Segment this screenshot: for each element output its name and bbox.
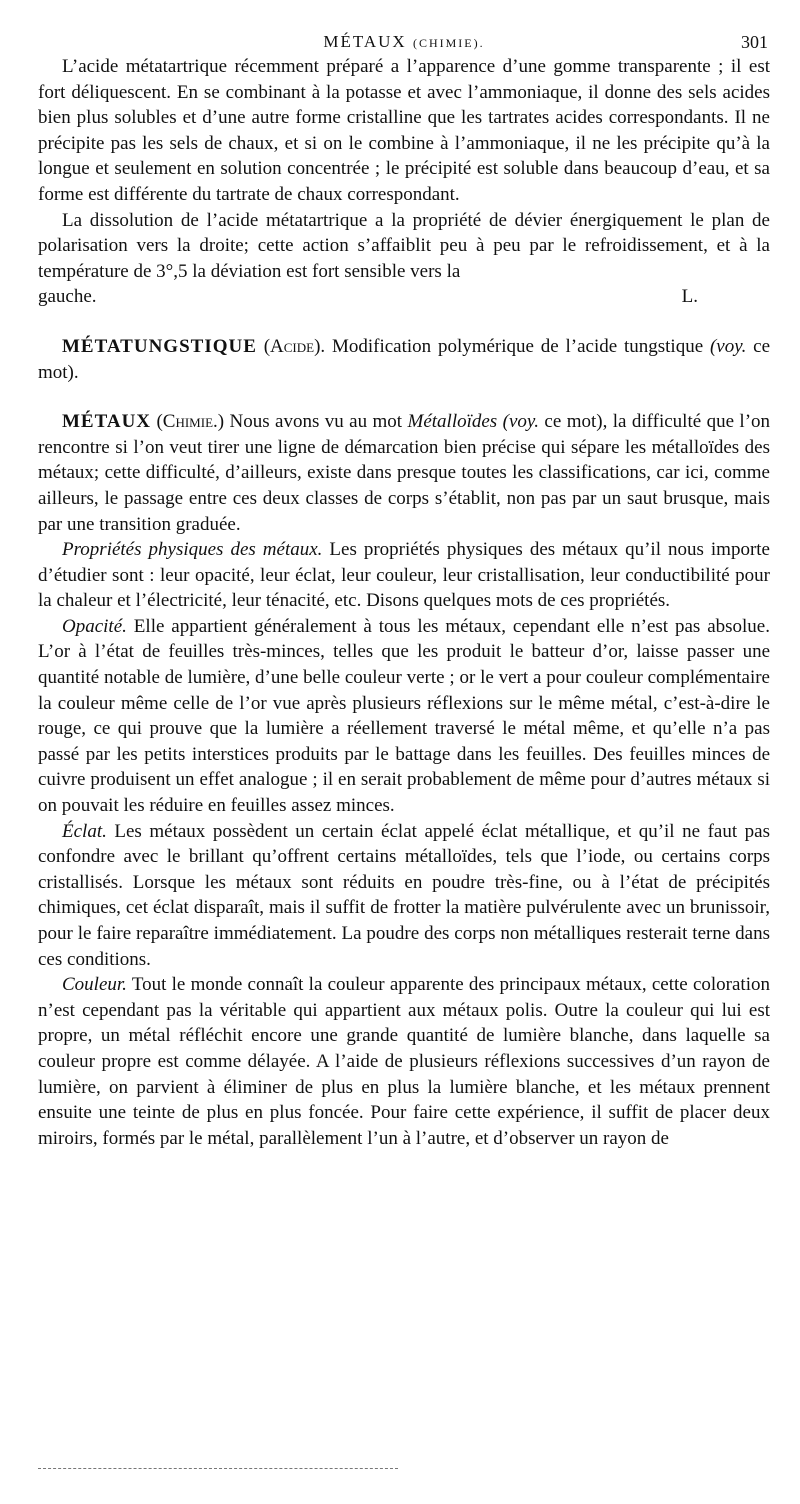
page-number: 301 [741, 32, 768, 52]
paragraph-dissolution: La dissolution de l’acide métatartrique a la propriété de dévier énergiquement le plan de polarisation vers la droite; cette action s’affaiblit peu à peu par le refroidissement, et à la température de 3°,5 la déviation est fort sensible vers la [38, 209, 770, 282]
cross-reference-metalloides: Métalloïdes [407, 411, 498, 433]
entry-metaux-text-end: ce mot), la difficulté que l’on rencontre si l’on veut tirer une ligne de démarcation bien précise qui sépare les métalloïdes des métaux; cette difficulté, d’ailleurs, existe dans presque toutes les classifications, car ici, comme ailleurs, le passage entre ces deux classes de corps s’établit, non pas par un saut brusque, mais par une transition graduée. [38, 411, 771, 535]
paragraph-proprietes-text: Les propriétés physiques des métaux qu’il nous importe d’étudier sont : leur opacité, leur éclat, leur couleur, leur cristallisation, leur conductibilité pour la chaleur et l’électricité, leur ténacité, etc. Disons quelques mots de ces propriétés. [38, 539, 770, 612]
qualifier-acide: (Acide). [263, 335, 326, 357]
running-title-main: MÉTAUX [323, 32, 407, 51]
paragraph-metatartrique: L’acide métatartrique récemment préparé a l’apparence d’une gomme transparente ; il est fort déliquescent. En se combinant à la potasse et avec l’ammoniaque, il donne des sels acides bien plus solubles et d’une autre forme cristalline que les tartrates acides correspondants. Il ne précipite pas les sels de chaux, et si on le combine à l’ammoniaque, il ne les précipite qu’à la longue et seulement en solution concentrée ; le précipité est soluble dans beaucoup d’eau, et sa forme est différente du tartrate de chaux correspondant. [38, 56, 770, 205]
entry-metatungstique-text: Modification polymérique de l’acide tungstique [325, 335, 710, 357]
entry-metaux [38, 409, 770, 537]
footer-rule [38, 1468, 398, 1469]
page-header [38, 30, 770, 54]
paragraph-opacite-text: Elle appartient généralement à tous les métaux, cependant elle n’est pas absolue. L’or à l’état de feuilles très-minces, telles que les produit le batteur d’or, laisse passer une quantité notable de lumière, d’une belle couleur verte ; or le vert a pour couleur complémentaire la couleur même celle de l’or vue après plusieurs réflexions sur le même métal, c’est-à-dire le rouge, ce qui prouve que la lumière a réellement traversé le métal même, et qu’elle n’a pas passé par les petits interstices produits par le battage dans les feuilles. Des feuilles minces de cuivre produisent un effet analogue ; il en serait probablement de même pour d’autres métaux si on pouvait les réduire en feuilles assez minces. [38, 615, 770, 817]
paragraph-eclat [38, 819, 770, 973]
running-title [38, 32, 770, 52]
paragraph-dissolution-end: gauche. [38, 286, 97, 308]
paragraph-eclat-text: Les métaux possèdent un certain éclat appelé éclat métallique, et qu’il ne faut pas confondre avec le brillant qu’offrent certains métalloïdes, tels que l’iode, ou certains corps cristallisés. Lorsque les métaux sont réduits en poudre très-fine, ou à l’état de précipités chimiques, cet éclat disparaît, mais il suffit de frotter la matière pulvérulente avec un brunissoir, pour le faire reparaître immédiatement. La poudre des corps non métalliques resterait terne dans ces conditions. [38, 820, 770, 970]
headword-metaux: MÉTAUX [62, 411, 152, 433]
author-signature: L. [681, 286, 698, 308]
entry-metaux-text: Nous avons vu au mot [224, 411, 408, 433]
entry-metatungstique-text-end: ce mot). [38, 335, 771, 383]
headword-metatungstique: MÉTATUNGSTIQUE [62, 335, 257, 357]
paragraph-couleur [38, 972, 770, 1151]
running-title-subtitle: (CHIMIE). [412, 36, 485, 50]
section-label-couleur: Couleur. [62, 974, 127, 996]
paragraph-opacite [38, 614, 770, 819]
section-label-eclat: Éclat. [62, 820, 107, 842]
paragraph-proprietes [38, 537, 770, 614]
voy-reference: (voy. [709, 335, 747, 357]
qualifier-chimie: (Chimie.) [156, 411, 225, 433]
entry-metatungstique [38, 334, 770, 385]
signature-line [38, 284, 770, 310]
paragraph-couleur-text: Tout le monde connaît la couleur apparente des principaux métaux, cette coloration n’est cependant pas la véritable qui appartient aux métaux polis. Outre la couleur qui lui est propre, un métal réfléchit encore une grande quantité de lumière blanche, dans laquelle sa couleur propre est comme délayée. A l’aide de plusieurs réflexions successives d’un rayon de lumière, on parvient à éliminer de plus en plus la lumière blanche, et les métaux prennent ensuite une teinte de plus en plus foncée. Pour faire cette expérience, il suffit de placer deux miroirs, formés par le métal, parallèlement l’un à l’autre, et d’observer un rayon de [38, 974, 770, 1149]
section-label-proprietes: Propriétés physiques des métaux. [62, 539, 323, 561]
voy-reference: (voy. [497, 411, 540, 433]
document-page [38, 30, 770, 1151]
section-label-opacite: Opacité. [62, 615, 127, 637]
